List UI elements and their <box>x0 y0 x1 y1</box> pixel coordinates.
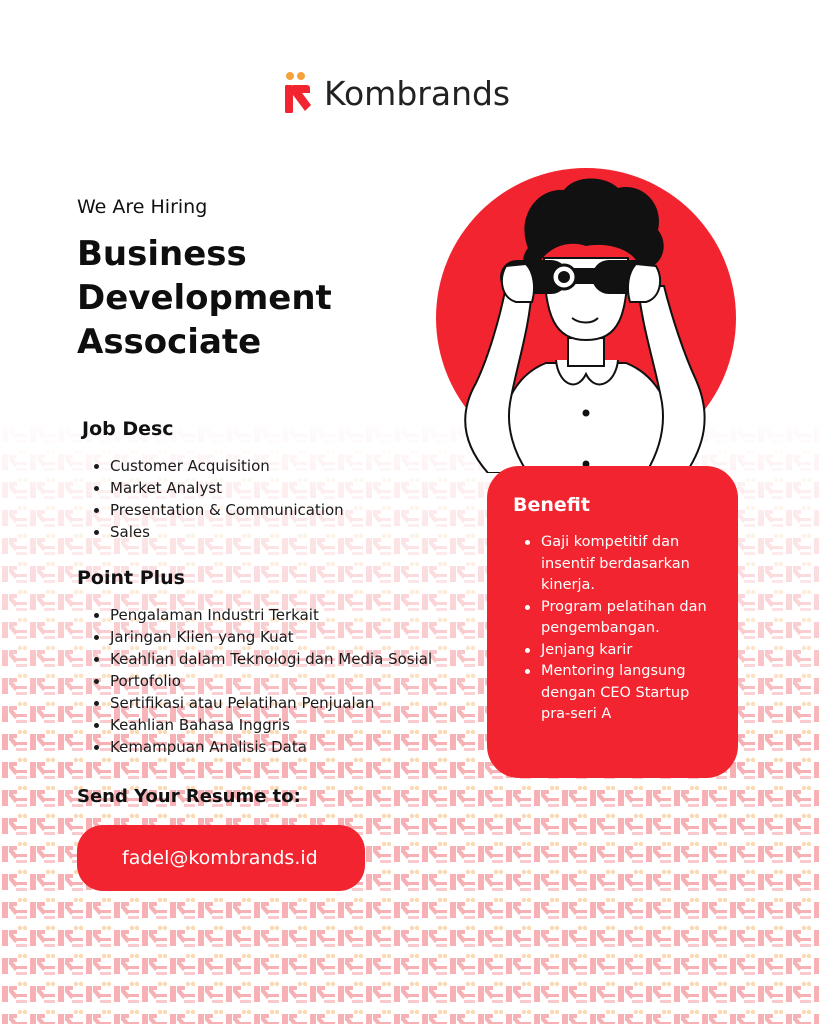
list-item: Jaringan Klien yang Kuat <box>92 626 432 648</box>
job-title-line-3: Associate <box>77 322 262 362</box>
kombrands-logo-icon <box>284 71 314 115</box>
brand-name: Kombrands <box>324 73 511 113</box>
list-item: Portofolio <box>92 670 432 692</box>
hiring-kicker: We Are Hiring <box>77 196 208 218</box>
job-title <box>77 232 437 364</box>
list-item: Gaji kompetitif dan insentif berdasarkan kinerja. <box>523 532 723 597</box>
benefit-list <box>523 532 723 726</box>
list-item: Presentation & Communication <box>92 499 344 521</box>
job-title-line-1: Business <box>77 234 247 274</box>
benefit-card <box>487 466 738 778</box>
list-item: Sales <box>92 521 344 543</box>
send-resume-heading: Send Your Resume to: <box>77 786 301 807</box>
point-plus-list <box>92 604 432 758</box>
email-button[interactable] <box>77 825 365 891</box>
list-item: Customer Acquisition <box>92 455 344 477</box>
point-plus-heading: Point Plus <box>77 567 185 589</box>
brand-logo <box>284 70 510 116</box>
list-item: Mentoring langsung dengan CEO Startup pra-seri A <box>523 661 723 726</box>
list-item: Sertifikasi atau Pelatihan Penjualan <box>92 692 432 714</box>
list-item: Kemampuan Analisis Data <box>92 736 432 758</box>
list-item: Pengalaman Industri Terkait <box>92 604 432 626</box>
benefit-heading: Benefit <box>513 494 590 516</box>
job-desc-list <box>92 455 344 543</box>
list-item: Market Analyst <box>92 477 344 499</box>
email-address[interactable]: fadel@kombrands.id <box>122 847 318 869</box>
job-desc-heading: Job Desc <box>82 418 174 440</box>
job-title-line-2: Development <box>77 278 332 318</box>
list-item: Keahlian dalam Teknologi dan Media Sosial <box>92 648 432 670</box>
list-item: Keahlian Bahasa Inggris <box>92 714 432 736</box>
list-item: Jenjang karir <box>523 640 723 662</box>
list-item: Program pelatihan dan pengembangan. <box>523 597 723 640</box>
person-with-binoculars-illustration <box>436 168 736 473</box>
